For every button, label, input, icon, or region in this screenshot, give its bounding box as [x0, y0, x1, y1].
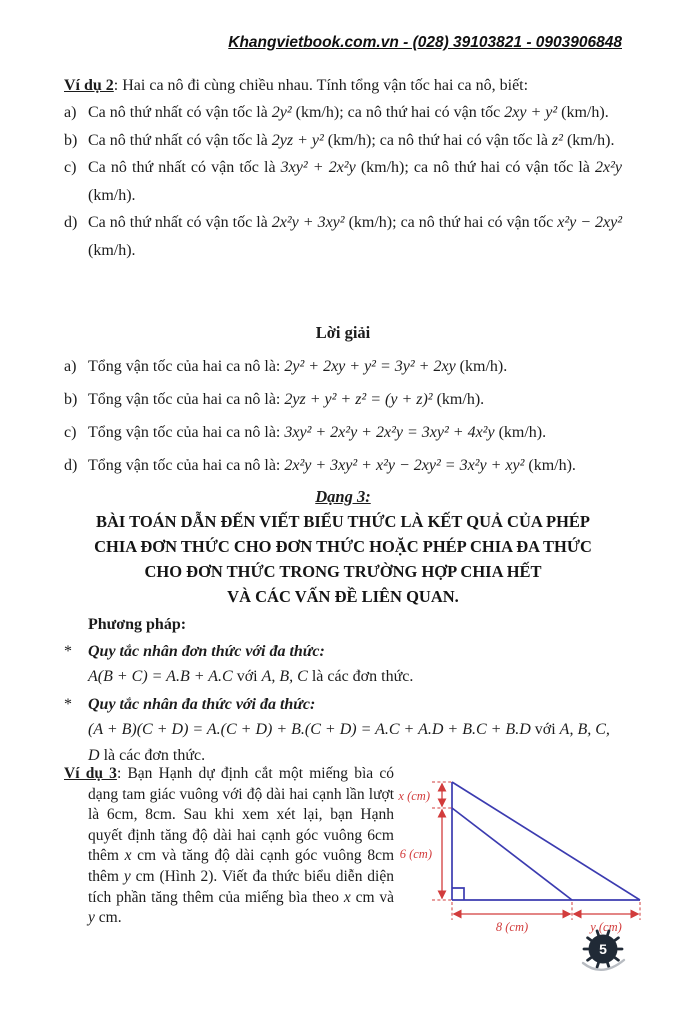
item-marker: b)	[64, 131, 78, 149]
section3-title-line: VÀ CÁC VẤN ĐỀ LIÊN QUAN.	[227, 587, 459, 606]
list-item	[64, 420, 622, 445]
list-item	[64, 453, 622, 478]
list-item	[64, 387, 622, 412]
figure-label-6: 6 (cm)	[399, 847, 432, 861]
item-text: Ca nô thứ nhất có vận tốc là 2y² (km/h); ca nô thứ hai có vận tốc 2xy + y² (km/h).	[88, 104, 609, 121]
item-text: Tổng vận tốc của hai ca nô là: 3xy² + 2x²y + 2x²y = 3xy² + 4x²y (km/h).	[88, 424, 547, 441]
item-text: Tổng vận tốc của hai ca nô là: 2yz + y² + z² = (y + z)² (km/h).	[88, 391, 485, 408]
method-section	[64, 612, 622, 769]
figure-triangle-diagram	[394, 768, 660, 950]
example2-section	[64, 72, 622, 264]
page-header	[0, 34, 622, 52]
solution-title: Lời giải	[315, 323, 371, 342]
item-text: Ca nô thứ nhất có vận tốc là 2yz + y² (km/h); ca nô thứ hai có vận tốc là z² (km/h).	[88, 131, 615, 149]
list-item	[64, 354, 622, 379]
method-title: Phương pháp:	[88, 616, 187, 633]
example3-label: Ví dụ 3	[64, 765, 117, 782]
item-marker: d)	[64, 457, 78, 474]
figure-label-x: x (cm)	[398, 789, 430, 803]
triangle-hypotenuse-original	[452, 808, 572, 900]
rule-bullet: *	[64, 696, 72, 713]
list-item	[64, 209, 622, 264]
item-text: Tổng vận tốc của hai ca nô là: 2y² + 2xy + y² = 3y² + 2xy (km/h).	[88, 358, 508, 375]
page-number: 5	[599, 941, 607, 957]
item-text: Ca nô thứ nhất có vận tốc là 2x²y + 3xy² (km/h); ca nô thứ hai có vận tốc x²y − 2xy² (km/h).	[88, 214, 623, 259]
solution-section	[64, 320, 622, 478]
figure-label-8: 8 (cm)	[495, 920, 529, 934]
rule-formula: (A + B)(C + D) = A.(C + D) + B.(C + D) = A.C + A.D + B.C + B.D với A, B, C, D là các đơn thức.	[88, 721, 610, 764]
list-item	[64, 127, 622, 155]
list-item	[64, 154, 622, 209]
example2-label-sep: :	[113, 77, 123, 94]
method-rule	[64, 639, 622, 690]
example3-section	[64, 764, 660, 934]
list-item	[64, 99, 622, 127]
example3-label-sep: :	[116, 765, 128, 782]
example3-text: Bạn Hạnh dự định cắt một miếng bìa có dạng tam giác vuông với độ dài hai cạnh lần lượt là 6cm, 8cm. Sau khi xem xét lại, bạn Hạnh quyết định tăng độ dài hai cạnh góc vuông 6cm thêm x cm và tăng độ dài cạnh góc vuông 8cm thêm y cm (Hình 2). Viết đa thức biểu diễn diện tích phần tăng thêm của miếng bìa theo x cm và y cm.	[88, 765, 395, 927]
item-marker: a)	[64, 104, 77, 121]
example2-intro	[64, 72, 622, 99]
header-website-contact: Khangvietbook.com.vn - (028) 39103821 - 0903906848	[228, 34, 622, 51]
section3-title-line: CHIA ĐƠN THỨC CHO ĐƠN THỨC HOẶC PHÉP CHIA ĐA THỨC	[94, 537, 592, 556]
triangle-hypotenuse-new	[452, 782, 640, 900]
section3-label: Dạng 3:	[315, 487, 371, 506]
section3-title-line: CHO ĐƠN THỨC TRONG TRƯỜNG HỢP CHIA HẾT	[144, 562, 542, 581]
item-marker: c)	[64, 424, 77, 441]
figure-label-y: y (cm)	[590, 920, 622, 934]
section3-heading	[54, 484, 632, 609]
item-marker: c)	[64, 159, 77, 176]
item-marker: b)	[64, 391, 78, 408]
method-rule	[64, 692, 622, 769]
rule-bullet: *	[64, 643, 72, 660]
rule-heading: Quy tắc nhân đa thức với đa thức:	[88, 696, 316, 713]
item-text: Tổng vận tốc của hai ca nô là: 2x²y + 3xy² + x²y − 2xy² = 3x²y + xy² (km/h).	[88, 457, 576, 474]
item-text: Ca nô thứ nhất có vận tốc là 3xy² + 2x²y (km/h); ca nô thứ hai có vận tốc là 2x²y (km/h).	[88, 159, 623, 204]
item-marker: d)	[64, 214, 78, 231]
page-number-badge	[576, 924, 634, 986]
rule-heading: Quy tắc nhân đơn thức với đa thức:	[88, 643, 325, 660]
example3-paragraph	[64, 764, 394, 929]
item-marker: a)	[64, 358, 77, 375]
section3-title-line: BÀI TOÁN DẪN ĐẾN VIẾT BIỂU THỨC LÀ KẾT QUẢ CỦA PHÉP	[95, 512, 591, 531]
rule-formula: A(B + C) = A.B + A.C với A, B, C là các đơn thức.	[88, 668, 414, 685]
example2-label: Ví dụ 2	[64, 77, 114, 94]
example2-intro-text: Hai ca nô đi cùng chiều nhau. Tính tổng vận tốc hai ca nô, biết:	[122, 77, 529, 94]
right-angle-mark	[452, 888, 464, 900]
